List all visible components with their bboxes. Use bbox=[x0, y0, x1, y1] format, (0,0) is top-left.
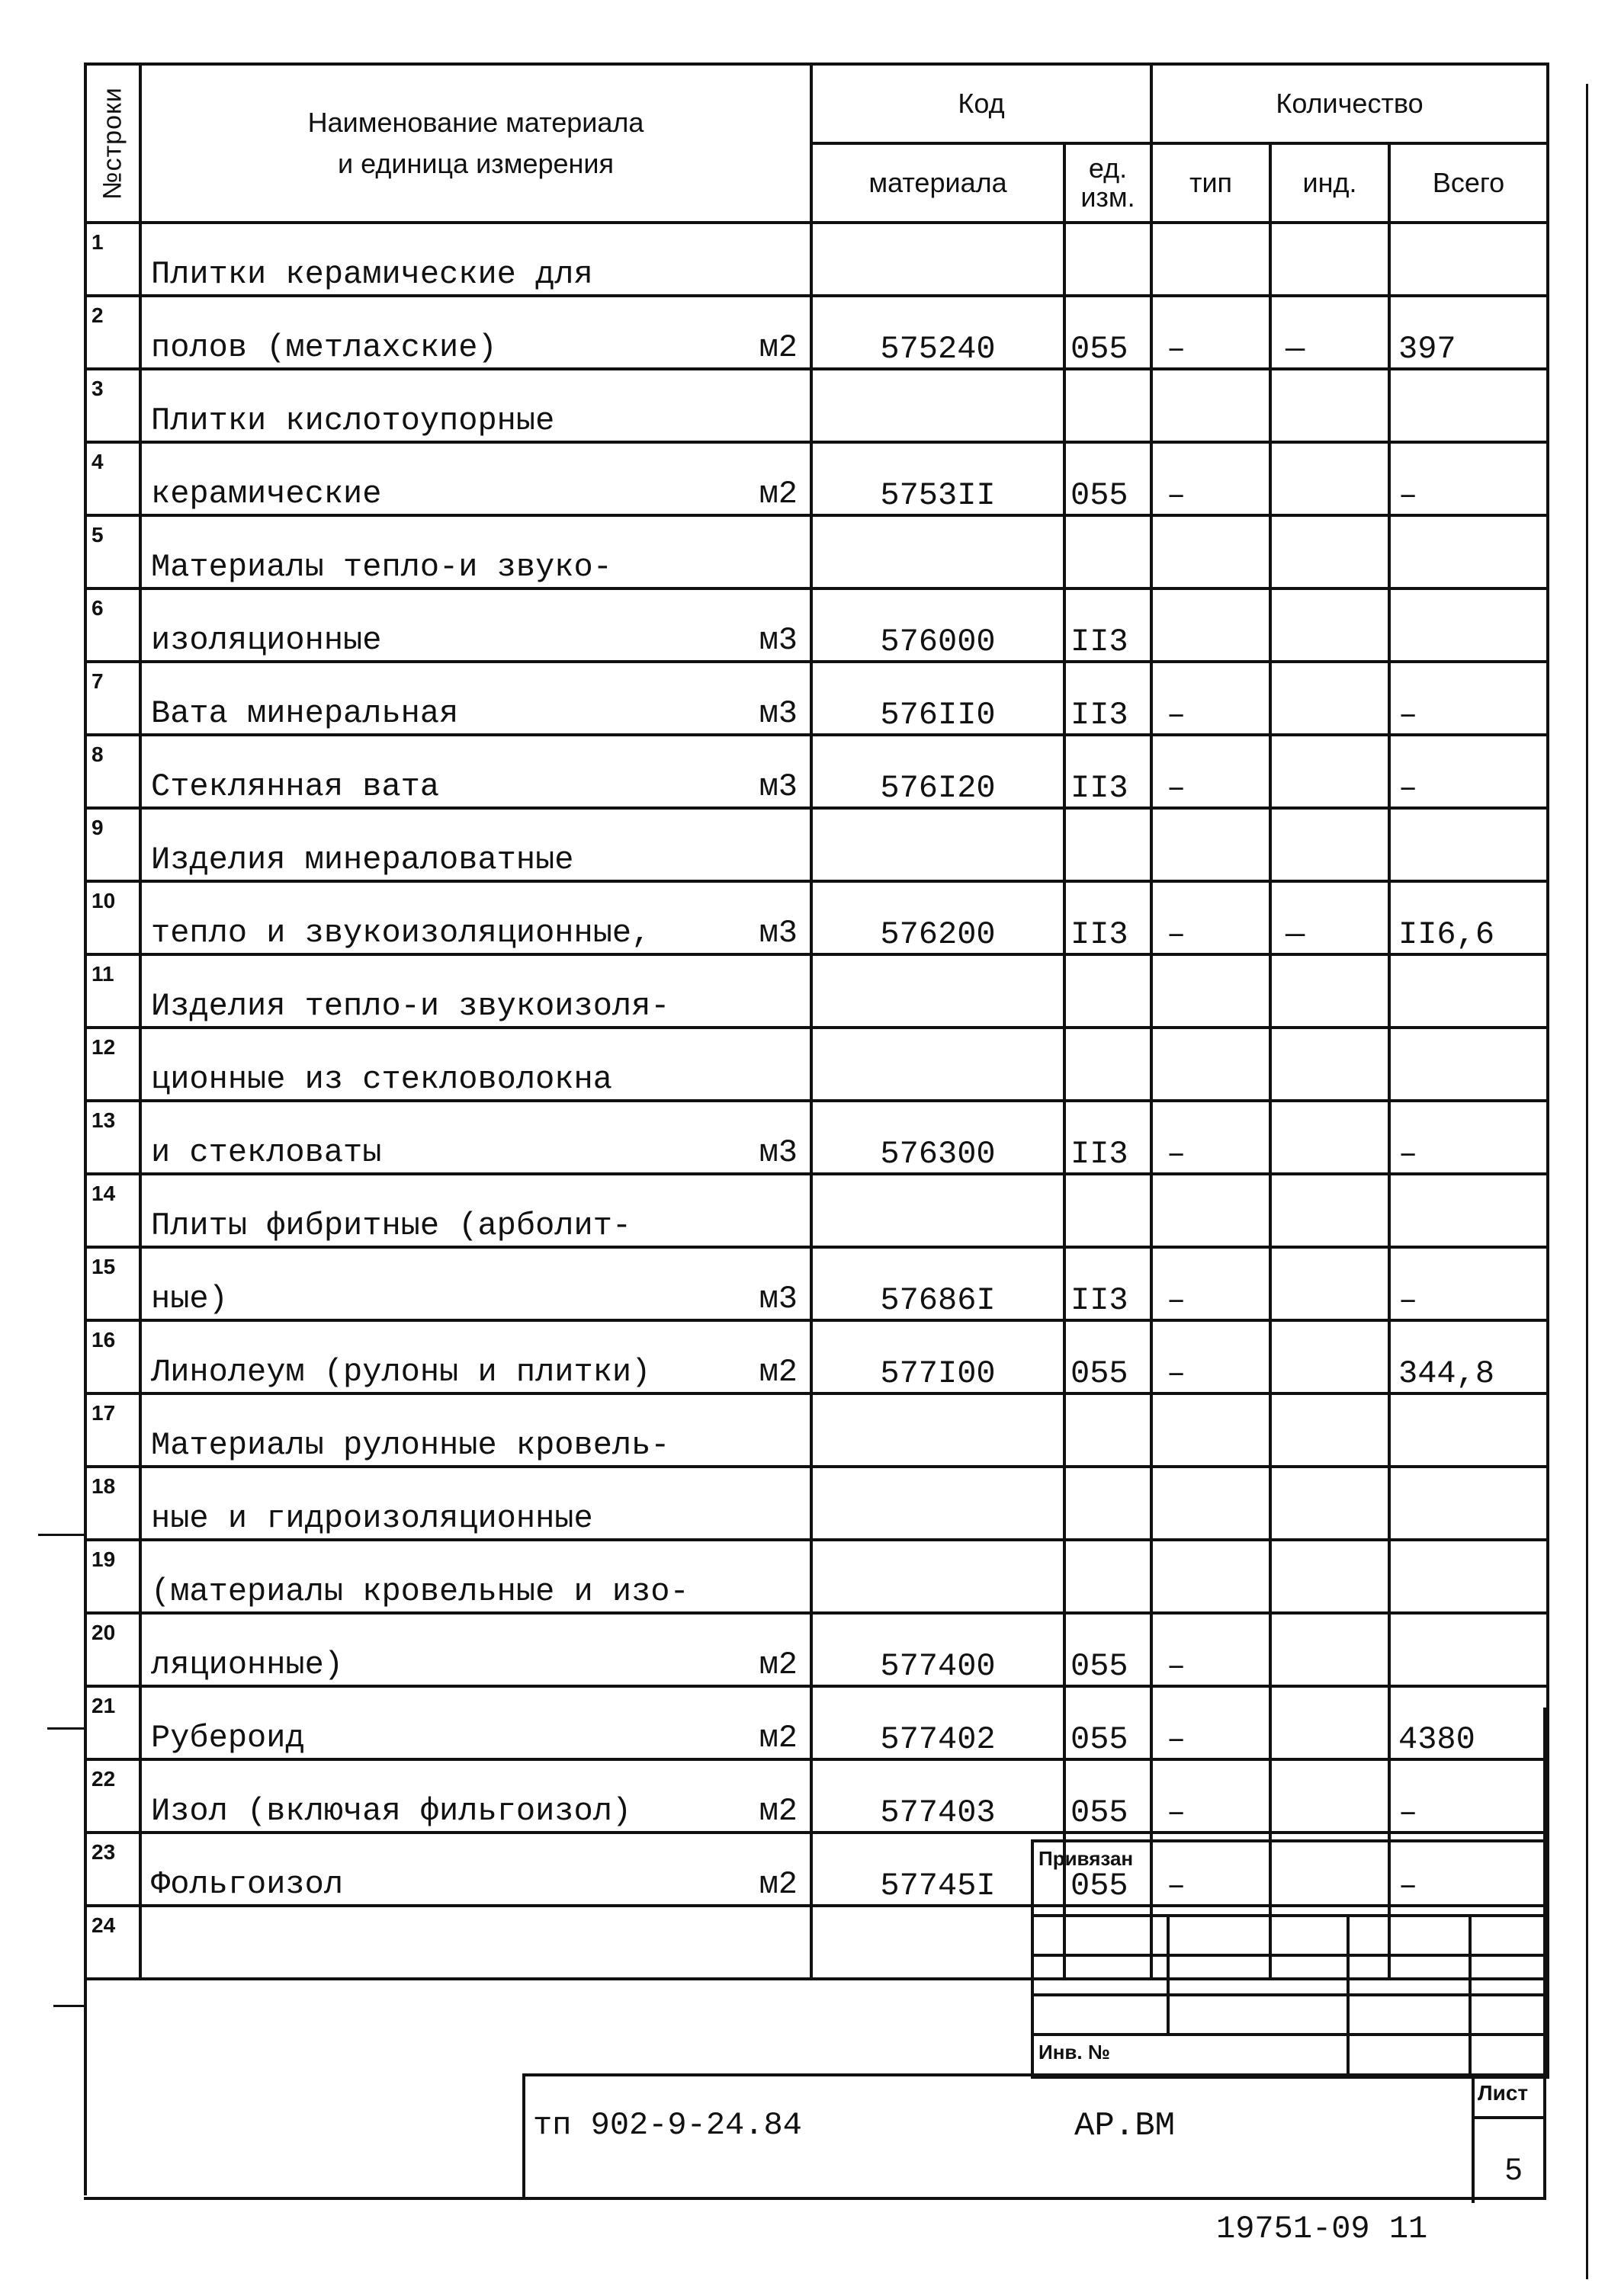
row-number: 9 bbox=[85, 808, 140, 881]
material-name-cell bbox=[140, 1320, 811, 1393]
table-row bbox=[85, 881, 1548, 954]
qty-typ: – bbox=[1151, 296, 1270, 369]
measure-unit: м3 bbox=[759, 695, 798, 732]
qty-total: – bbox=[1389, 1247, 1548, 1320]
archive-stamp-number: 19751-09 11 bbox=[1216, 2211, 1428, 2247]
material-name-cell bbox=[140, 223, 811, 296]
qty-ind bbox=[1270, 1101, 1389, 1174]
material-code bbox=[811, 1393, 1064, 1467]
row-number: 2 bbox=[85, 296, 140, 369]
qty-total: – bbox=[1389, 442, 1548, 515]
row-number: 7 bbox=[85, 662, 140, 735]
material-name: тепло и звукоизоляционные, bbox=[151, 915, 651, 951]
table-row bbox=[85, 808, 1548, 881]
qty-typ bbox=[1151, 223, 1270, 296]
row-number: 21 bbox=[85, 1686, 140, 1759]
sheet-number: 5 bbox=[1505, 2153, 1523, 2186]
material-name-cell bbox=[140, 1759, 811, 1833]
table-row bbox=[85, 588, 1548, 662]
material-name: Фольгоизол bbox=[151, 1866, 344, 1903]
unit-code bbox=[1064, 1174, 1151, 1247]
header-code-unit: ед. изм. bbox=[1064, 143, 1151, 223]
material-name-cell bbox=[140, 1028, 811, 1101]
qty-ind bbox=[1270, 808, 1389, 881]
qty-ind bbox=[1270, 223, 1389, 296]
qty-typ: – bbox=[1151, 1686, 1270, 1759]
table-row bbox=[85, 296, 1548, 369]
qty-total bbox=[1389, 369, 1548, 442]
table-row bbox=[85, 1320, 1548, 1393]
measure-unit: м2 bbox=[759, 1793, 798, 1829]
material-code: 576000 bbox=[811, 588, 1064, 662]
qty-total bbox=[1389, 223, 1548, 296]
unit-code bbox=[1064, 369, 1151, 442]
qty-typ bbox=[1151, 808, 1270, 881]
measure-unit: м2 bbox=[759, 1647, 798, 1683]
qty-total: – bbox=[1389, 662, 1548, 735]
qty-total bbox=[1389, 588, 1548, 662]
qty-ind bbox=[1270, 1247, 1389, 1320]
margin-tick-3 bbox=[53, 2005, 85, 2007]
material-name-cell bbox=[140, 1393, 811, 1467]
material-code bbox=[811, 808, 1064, 881]
table-row bbox=[85, 1393, 1548, 1467]
qty-total: – bbox=[1389, 735, 1548, 808]
material-name-cell bbox=[140, 1467, 811, 1540]
material-code: 57686I bbox=[811, 1247, 1064, 1320]
row-number: 8 bbox=[85, 735, 140, 808]
material-code bbox=[811, 1174, 1064, 1247]
qty-typ bbox=[1151, 515, 1270, 588]
material-code: 576200 bbox=[811, 881, 1064, 954]
material-name-cell bbox=[140, 1174, 811, 1247]
unit-code bbox=[1064, 1028, 1151, 1101]
row-number: 15 bbox=[85, 1247, 140, 1320]
qty-total bbox=[1389, 1613, 1548, 1686]
material-name-cell bbox=[140, 662, 811, 735]
material-code: 576I20 bbox=[811, 735, 1064, 808]
title-block bbox=[522, 2073, 1546, 2200]
unit-code bbox=[1064, 1540, 1151, 1613]
unit-code: 055 bbox=[1064, 296, 1151, 369]
material-name: Материалы рулонные кровель- bbox=[151, 1427, 670, 1464]
material-code bbox=[811, 1467, 1064, 1540]
unit-code: II3 bbox=[1064, 735, 1151, 808]
material-name: и стекловаты bbox=[151, 1134, 382, 1171]
material-name-cell bbox=[140, 1613, 811, 1686]
unit-code: 055 bbox=[1064, 1320, 1151, 1393]
header-row-number: №строки bbox=[85, 64, 140, 223]
qty-ind bbox=[1270, 735, 1389, 808]
material-code bbox=[811, 1540, 1064, 1613]
table-row bbox=[85, 1686, 1548, 1759]
header-qty-ind: инд. bbox=[1270, 143, 1389, 223]
unit-code: II3 bbox=[1064, 1247, 1151, 1320]
material-name: Изделия минераловатные bbox=[151, 842, 574, 878]
row-number: 4 bbox=[85, 442, 140, 515]
row-number: 11 bbox=[85, 954, 140, 1028]
material-name: Плиты фибритные (арболит- bbox=[151, 1207, 632, 1244]
row-number: 18 bbox=[85, 1467, 140, 1540]
row-number: 22 bbox=[85, 1759, 140, 1833]
table-row bbox=[85, 735, 1548, 808]
material-name-cell bbox=[140, 1247, 811, 1320]
header-name-line-2: и единица измерения bbox=[337, 148, 614, 179]
measure-unit: м2 bbox=[759, 1866, 798, 1903]
table-row bbox=[85, 223, 1548, 296]
material-name-cell bbox=[140, 1906, 811, 1979]
header-material-name bbox=[140, 64, 811, 223]
unit-code: II3 bbox=[1064, 1101, 1151, 1174]
table-row bbox=[85, 442, 1548, 515]
qty-ind bbox=[1270, 515, 1389, 588]
row-number: 6 bbox=[85, 588, 140, 662]
row-number: 24 bbox=[85, 1906, 140, 1979]
qty-typ: – bbox=[1151, 662, 1270, 735]
qty-typ bbox=[1151, 1540, 1270, 1613]
qty-typ: – bbox=[1151, 1247, 1270, 1320]
unit-code bbox=[1064, 954, 1151, 1028]
document-code: АР.ВМ bbox=[1074, 2107, 1176, 2145]
measure-unit: м3 bbox=[759, 915, 798, 951]
table-row bbox=[85, 1101, 1548, 1174]
row-number: 3 bbox=[85, 369, 140, 442]
qty-total: 397 bbox=[1389, 296, 1548, 369]
material-code: 577400 bbox=[811, 1613, 1064, 1686]
material-code bbox=[811, 1028, 1064, 1101]
material-name-cell bbox=[140, 442, 811, 515]
material-code bbox=[811, 223, 1064, 296]
qty-ind bbox=[1270, 588, 1389, 662]
qty-typ: – bbox=[1151, 1101, 1270, 1174]
material-code bbox=[811, 515, 1064, 588]
row-number: 20 bbox=[85, 1613, 140, 1686]
qty-total: 344,8 bbox=[1389, 1320, 1548, 1393]
materials-table bbox=[84, 63, 1549, 1980]
qty-ind bbox=[1270, 1686, 1389, 1759]
qty-typ bbox=[1151, 1028, 1270, 1101]
measure-unit: м2 bbox=[759, 476, 798, 512]
sheet-divider bbox=[1475, 2116, 1546, 2119]
row-number: 14 bbox=[85, 1174, 140, 1247]
material-name-cell bbox=[140, 735, 811, 808]
material-name: изоляционные bbox=[151, 622, 382, 659]
material-name-cell bbox=[140, 808, 811, 881]
material-code: 577402 bbox=[811, 1686, 1064, 1759]
unit-code: 055 bbox=[1064, 1759, 1151, 1833]
material-name: ляционные) bbox=[151, 1647, 344, 1683]
table-row bbox=[85, 954, 1548, 1028]
measure-unit: м2 bbox=[759, 1354, 798, 1390]
row-number: 13 bbox=[85, 1101, 140, 1174]
row-number: 17 bbox=[85, 1393, 140, 1467]
qty-ind bbox=[1270, 954, 1389, 1028]
material-code: 575240 bbox=[811, 296, 1064, 369]
qty-ind bbox=[1270, 1540, 1389, 1613]
table-row bbox=[85, 1540, 1548, 1613]
measure-unit: м3 bbox=[759, 1281, 798, 1317]
qty-total bbox=[1389, 954, 1548, 1028]
material-name-cell bbox=[140, 588, 811, 662]
sheet-label: Лист bbox=[1478, 2081, 1529, 2105]
project-code: тп 902-9-24.84 bbox=[533, 2107, 802, 2144]
qty-total bbox=[1389, 1540, 1548, 1613]
unit-code bbox=[1064, 223, 1151, 296]
qty-ind bbox=[1270, 369, 1389, 442]
qty-ind: — bbox=[1270, 881, 1389, 954]
material-name: ные и гидроизоляционные bbox=[151, 1500, 593, 1537]
material-name: керамические bbox=[151, 476, 382, 512]
material-name: ционные из стекловолокна bbox=[151, 1061, 612, 1098]
measure-unit: м3 bbox=[759, 622, 798, 659]
qty-ind bbox=[1270, 1467, 1389, 1540]
frame-left-line bbox=[84, 1708, 87, 2195]
material-name: Линолеум (рулоны и плитки) bbox=[151, 1354, 651, 1390]
qty-typ: – bbox=[1151, 1613, 1270, 1686]
qty-total bbox=[1389, 1393, 1548, 1467]
margin-tick-1 bbox=[38, 1534, 85, 1536]
qty-total bbox=[1389, 515, 1548, 588]
materials-rows bbox=[85, 223, 1548, 1979]
header-quantity-group: Количество bbox=[1151, 64, 1548, 143]
unit-code: II3 bbox=[1064, 881, 1151, 954]
qty-typ bbox=[1151, 1174, 1270, 1247]
qty-typ: – bbox=[1151, 1759, 1270, 1833]
qty-typ bbox=[1151, 1393, 1270, 1467]
row-number: 23 bbox=[85, 1833, 140, 1906]
material-code: 576II0 bbox=[811, 662, 1064, 735]
measure-unit: м2 bbox=[759, 1720, 798, 1756]
inv-no-label: Инв. № bbox=[1038, 2041, 1110, 2064]
row-number: 16 bbox=[85, 1320, 140, 1393]
material-name: ные) bbox=[151, 1281, 228, 1317]
material-name: Изделия тепло-и звукоизоля- bbox=[151, 988, 670, 1025]
material-name: Плитки кислотоупорные bbox=[151, 402, 555, 439]
material-code: 577I00 bbox=[811, 1320, 1064, 1393]
row-number: 12 bbox=[85, 1028, 140, 1101]
material-name-cell bbox=[140, 1833, 811, 1906]
qty-ind: — bbox=[1270, 296, 1389, 369]
unit-code: 055 bbox=[1064, 1613, 1151, 1686]
table-row bbox=[85, 515, 1548, 588]
qty-typ bbox=[1151, 1467, 1270, 1540]
material-name-cell bbox=[140, 954, 811, 1028]
material-name-cell bbox=[140, 515, 811, 588]
row-number: 5 bbox=[85, 515, 140, 588]
material-name-cell bbox=[140, 1101, 811, 1174]
qty-ind bbox=[1270, 662, 1389, 735]
qty-typ: – bbox=[1151, 881, 1270, 954]
outer-right-line bbox=[1586, 84, 1588, 2279]
unit-code: 055 bbox=[1064, 442, 1151, 515]
material-code: 576300 bbox=[811, 1101, 1064, 1174]
table-row bbox=[85, 1759, 1548, 1833]
qty-total: II6,6 bbox=[1389, 881, 1548, 954]
table-row bbox=[85, 1613, 1548, 1686]
material-code: 57745I bbox=[811, 1833, 1064, 1906]
qty-total bbox=[1389, 1174, 1548, 1247]
header-qty-typ: тип bbox=[1151, 143, 1270, 223]
measure-unit: м3 bbox=[759, 768, 798, 805]
qty-total: – bbox=[1389, 1759, 1548, 1833]
qty-total bbox=[1389, 1467, 1548, 1540]
material-name: Плитки керамические для bbox=[151, 256, 593, 293]
qty-total bbox=[1389, 1028, 1548, 1101]
unit-code bbox=[1064, 808, 1151, 881]
qty-typ: – bbox=[1151, 1320, 1270, 1393]
measure-unit: м2 bbox=[759, 329, 798, 366]
unit-code: 055 bbox=[1064, 1833, 1151, 1906]
material-name: полов (метлахские) bbox=[151, 329, 497, 366]
material-name: Вата минеральная bbox=[151, 695, 459, 732]
material-name-cell bbox=[140, 369, 811, 442]
table-row bbox=[85, 1174, 1548, 1247]
table-row bbox=[85, 369, 1548, 442]
material-name: Стеклянная вата bbox=[151, 768, 440, 805]
privyazan-label: Привязан bbox=[1038, 1847, 1134, 1870]
material-code: 5753II bbox=[811, 442, 1064, 515]
table-row bbox=[85, 1028, 1548, 1101]
header-qty-total: Всего bbox=[1389, 143, 1548, 223]
qty-typ bbox=[1151, 369, 1270, 442]
material-name-cell bbox=[140, 881, 811, 954]
sheet-box bbox=[1472, 2076, 1546, 2203]
table-row bbox=[85, 1467, 1548, 1540]
material-name-cell bbox=[140, 1540, 811, 1613]
qty-typ: – bbox=[1151, 1833, 1270, 1906]
material-name: Рубероид bbox=[151, 1720, 305, 1756]
margin-tick-2 bbox=[47, 1727, 85, 1730]
qty-ind bbox=[1270, 1393, 1389, 1467]
row-number: 19 bbox=[85, 1540, 140, 1613]
qty-total bbox=[1389, 808, 1548, 881]
qty-typ bbox=[1151, 954, 1270, 1028]
qty-ind bbox=[1270, 1320, 1389, 1393]
unit-code bbox=[1064, 515, 1151, 588]
unit-code: II3 bbox=[1064, 662, 1151, 735]
qty-total: 4380 bbox=[1389, 1686, 1548, 1759]
qty-ind bbox=[1270, 1613, 1389, 1686]
qty-ind bbox=[1270, 1759, 1389, 1833]
table-row bbox=[85, 662, 1548, 735]
material-name: Материалы тепло-и звуко- bbox=[151, 549, 612, 585]
material-code bbox=[811, 954, 1064, 1028]
qty-ind bbox=[1270, 1028, 1389, 1101]
unit-code bbox=[1064, 1467, 1151, 1540]
header-code-material: материала bbox=[811, 143, 1064, 223]
table-row bbox=[85, 1247, 1548, 1320]
qty-typ: – bbox=[1151, 442, 1270, 515]
qty-ind bbox=[1270, 1174, 1389, 1247]
unit-code bbox=[1064, 1393, 1151, 1467]
qty-ind bbox=[1270, 442, 1389, 515]
material-code: 577403 bbox=[811, 1759, 1064, 1833]
measure-unit: м3 bbox=[759, 1134, 798, 1171]
header-code-group: Код bbox=[811, 64, 1151, 143]
material-name-cell bbox=[140, 1686, 811, 1759]
material-name-cell bbox=[140, 296, 811, 369]
qty-typ: – bbox=[1151, 735, 1270, 808]
unit-code: II3 bbox=[1064, 588, 1151, 662]
material-name: Изол (включая фильгоизол) bbox=[151, 1793, 632, 1829]
qty-total: – bbox=[1389, 1101, 1548, 1174]
binding-stamp bbox=[1031, 1839, 1549, 2079]
row-number: 1 bbox=[85, 223, 140, 296]
qty-total: – bbox=[1389, 1833, 1548, 1906]
row-number: 10 bbox=[85, 881, 140, 954]
material-code bbox=[811, 1906, 1064, 1979]
qty-typ bbox=[1151, 588, 1270, 662]
unit-code: 055 bbox=[1064, 1686, 1151, 1759]
header-name-line-1: Наименование материала bbox=[307, 107, 644, 138]
material-code bbox=[811, 369, 1064, 442]
material-name: (материалы кровельные и изо- bbox=[151, 1573, 689, 1610]
